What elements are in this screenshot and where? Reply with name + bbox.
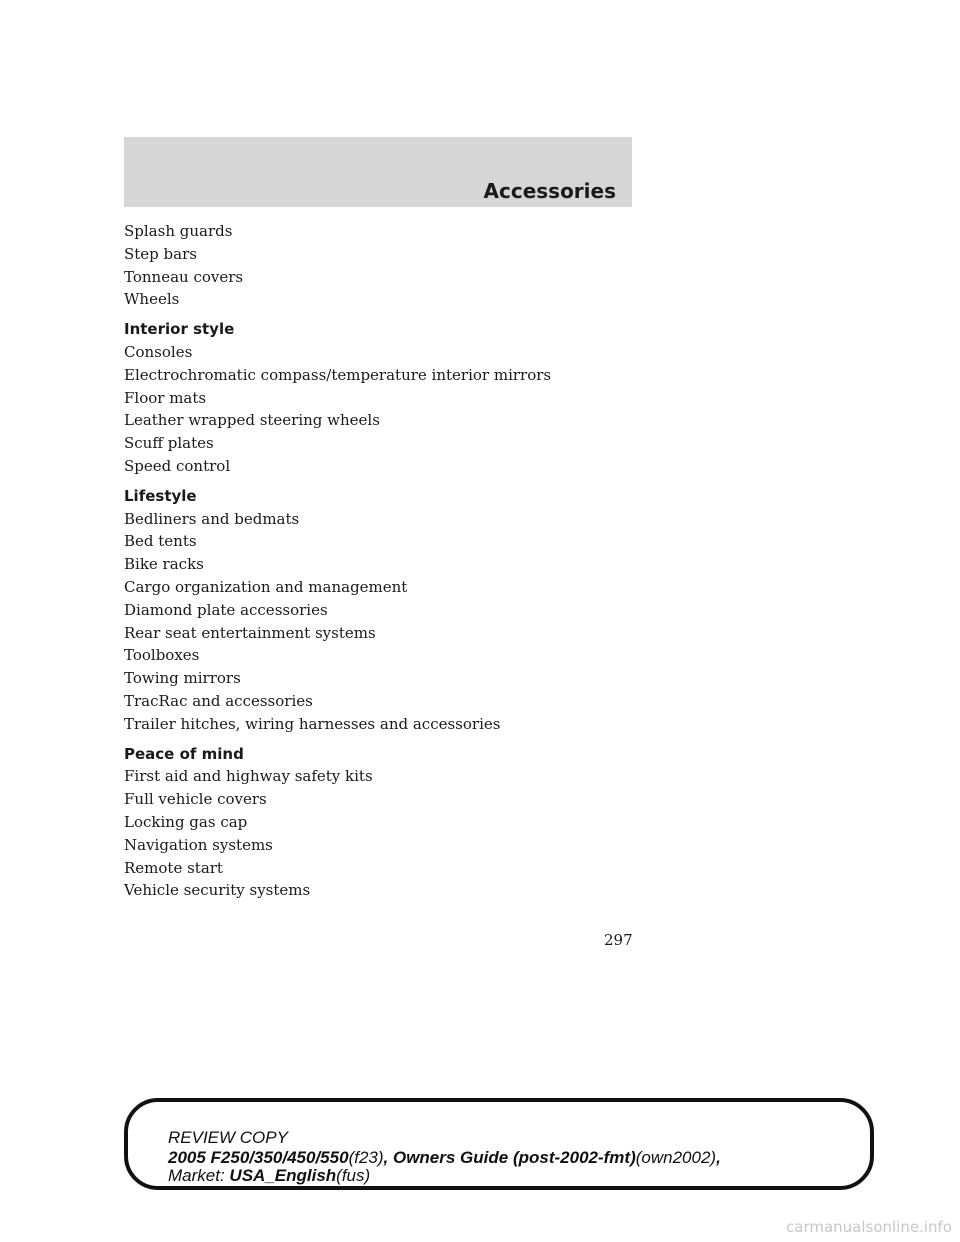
- list-item: Rear seat entertainment systems: [124, 623, 376, 642]
- section-header-band: [124, 137, 632, 207]
- review-market-code: (fus): [336, 1166, 371, 1185]
- list-item: TracRac and accessories: [124, 691, 313, 710]
- list-item: Cargo organization and management: [124, 577, 408, 596]
- review-market: USA_English: [229, 1166, 337, 1185]
- review-model-line: [168, 1148, 721, 1168]
- list-item: Splash guards: [124, 222, 233, 240]
- list-item: Electrochromatic compass/temperature interior mirrors: [124, 365, 552, 384]
- review-copy-box: [124, 1098, 874, 1190]
- list-item: Towing mirrors: [124, 669, 241, 688]
- list-item: Tonneau covers: [124, 267, 244, 286]
- list-item: Wheels: [124, 290, 180, 309]
- list-item: Bed tents: [124, 532, 197, 551]
- list-item: Diamond plate accessories: [124, 600, 328, 619]
- review-copy-label: REVIEW COPY: [168, 1128, 288, 1147]
- review-market-line: [168, 1166, 370, 1186]
- accessories-list: [124, 220, 644, 902]
- list-item: Trailer hitches, wiring harnesses and accessories: [124, 714, 501, 733]
- interior-style-heading: Interior style: [124, 320, 235, 339]
- review-model-code: (f23): [348, 1148, 384, 1167]
- list-item: Toolboxes: [124, 646, 200, 665]
- review-model: 2005 F250/350/450/550: [168, 1148, 349, 1167]
- interior-style-section: [124, 318, 644, 478]
- list-item: Locking gas cap: [124, 812, 248, 831]
- list-item: Vehicle security systems: [124, 881, 311, 900]
- list-item: Navigation systems: [124, 835, 273, 854]
- list-item: Leather wrapped steering wheels: [124, 411, 380, 430]
- review-market-label: Market:: [168, 1166, 225, 1185]
- list-item: Step bars: [124, 244, 197, 263]
- review-comma: ,: [716, 1148, 721, 1167]
- list-item: Floor mats: [124, 388, 207, 407]
- section-title: Accessories: [483, 179, 616, 203]
- peace-of-mind-section: [124, 743, 644, 903]
- list-item: First aid and highway safety kits: [124, 767, 373, 786]
- list-item: Speed control: [124, 456, 231, 475]
- list-item: Full vehicle covers: [124, 790, 267, 809]
- list-item: Scuff plates: [124, 434, 214, 453]
- list-item: Consoles: [124, 342, 193, 361]
- watermark: carmanualsonline.info: [786, 1218, 952, 1236]
- review-guide: , Owners Guide (post-2002-fmt): [383, 1148, 636, 1167]
- review-guide-code: (own2002): [635, 1148, 717, 1167]
- list-item: Bike racks: [124, 555, 204, 574]
- peace-of-mind-heading: Peace of mind: [124, 744, 244, 763]
- list-item: Remote start: [124, 858, 223, 877]
- list-item: Bedliners and bedmats: [124, 509, 300, 528]
- lifestyle-section: [124, 485, 644, 736]
- page-number: 297: [604, 931, 633, 949]
- lifestyle-heading: Lifestyle: [124, 486, 197, 505]
- exterior-list-continued: [124, 220, 644, 311]
